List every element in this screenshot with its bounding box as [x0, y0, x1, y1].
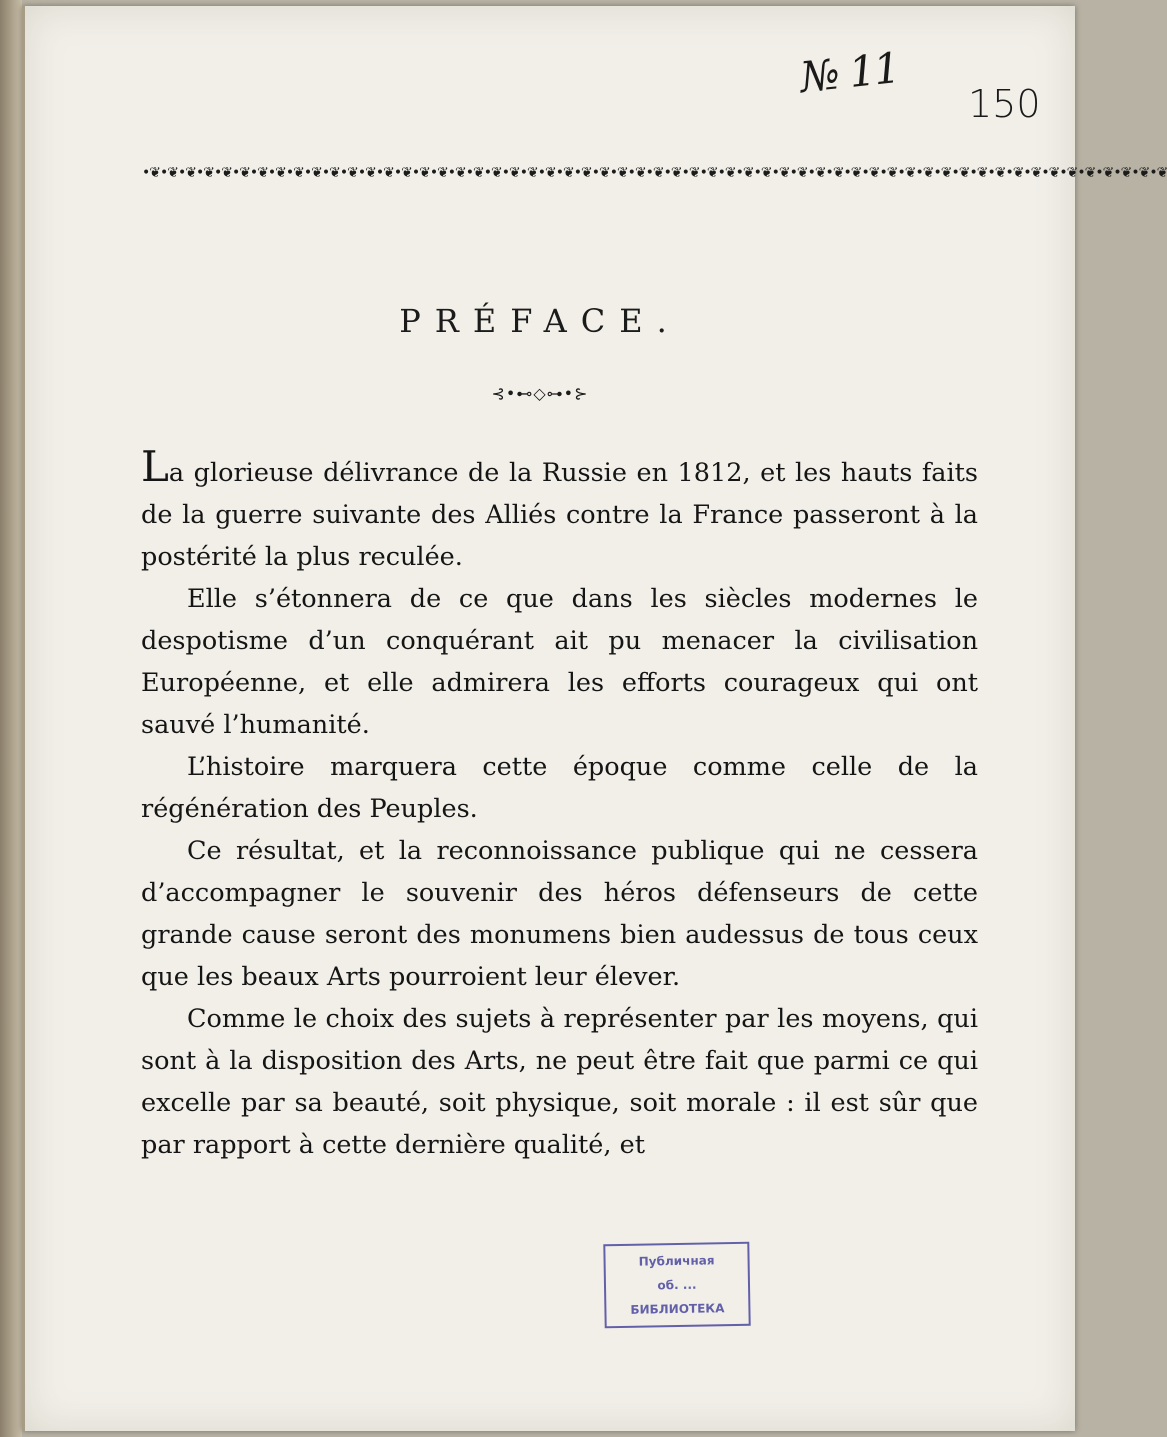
paragraph-3: L’histoire marquera cette époque comme celle de la régénération des Peuples.	[141, 752, 978, 824]
stamp-line-3: БИБЛИОТЕКА	[630, 1301, 725, 1317]
paragraph-1	[141, 442, 978, 578]
page-title: PRÉFACE.	[399, 302, 681, 340]
body-text	[141, 442, 978, 1166]
paragraph-4: Ce résultat, et la reconnoissance publique qui ne cessera d’accompagner le souvenir des héros défenseurs de cette grande cause seront des monumens bien audessus de tous ceux que les beaux Arts pourroient leur élever.	[141, 836, 978, 992]
handwritten-shelfmark: № 11	[797, 42, 901, 103]
paragraph-5: Comme le choix des sujets à représenter par les moyens, qui sont à la disposition des Arts, ne peut être fait que parmi ce qui excelle par sa beauté, soit physique, soit morale : il est sûr que par rapport à cette dernière qualité, et	[141, 1004, 978, 1160]
library-stamp	[603, 1242, 750, 1329]
drop-cap: L	[141, 442, 169, 491]
handwritten-page-number: 150	[968, 82, 1041, 126]
stamp-line-1: Публичная	[638, 1253, 715, 1269]
paragraph-1-text: a glorieuse délivrance de la Russie en 1812, et les hauts faits de la guerre suivante des Alliés contre la France passeront à la postérité la plus reculée.	[141, 458, 978, 572]
stamp-line-2: об. ...	[657, 1277, 697, 1293]
book-spine-edge	[0, 0, 22, 1437]
header-ornament-band: •❦•❦•❦•❦•❦•❦•❦•❦•❦•❦•❦•❦•❦•❦•❦•❦•❦•❦•❦•❦•❦•❦•❦•❦•❦•❦•❦•❦•❦•❦•❦•❦•❦•❦•❦•❦•❦•❦•❦•❦•❦•❦•❦•❦•❦•❦•❦•❦•❦•❦•❦•❦•❦•❦•❦•❦•❦	[142, 165, 1167, 181]
title-ornament: ⊰•⊷◇⊶•⊱	[491, 384, 589, 403]
paragraph-2: Elle s’étonnera de ce que dans les siècles modernes le despotisme d’un conquérant ait pu menacer la civilisation Européenne, et elle admirera les efforts courageux qui ont sauvé l’humanité.	[141, 584, 978, 740]
